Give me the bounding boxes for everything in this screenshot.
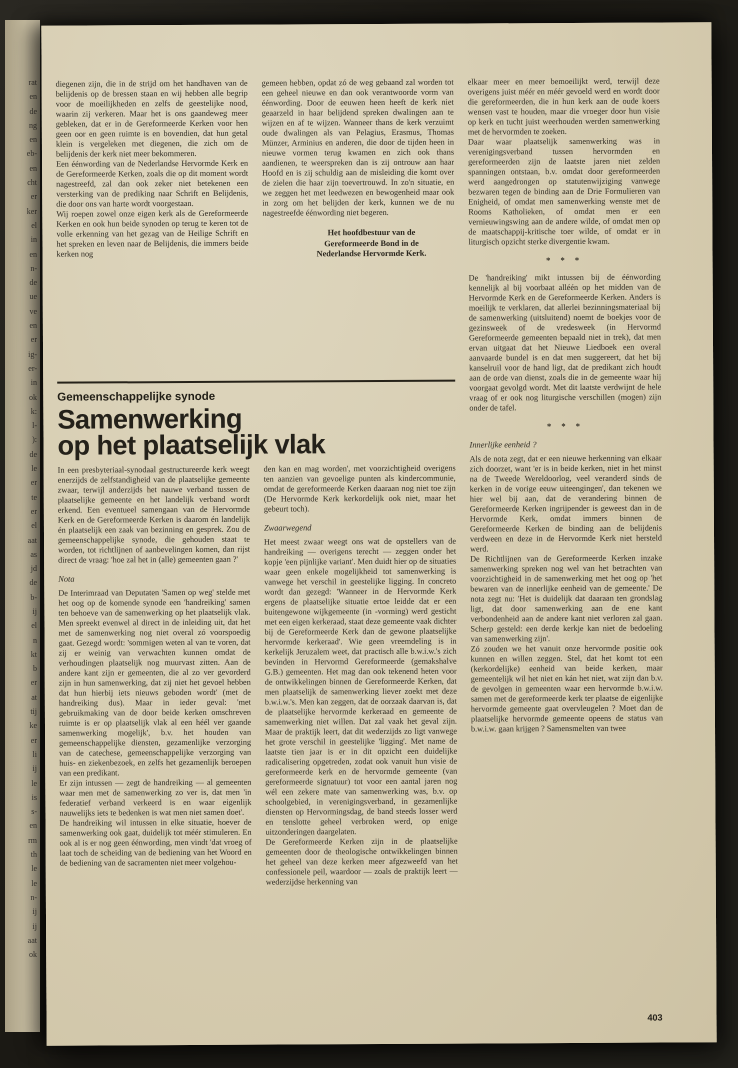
article-column-1: [58, 465, 253, 1012]
edge-fragment: de: [29, 578, 37, 588]
paragraph: Er zijn intussen — zegt de handreiking — al gemeenten waar men met de samenwerking zo ver is, dat men 'in federatief verband verkeerd is en waar eigenlijk nauwelijks iets te bedenken is wat men niet samen doet'.: [59, 777, 252, 818]
paragraph: De Richtlijnen van de Gereformeerde Kerken inzake samenwerking spreken nog wel van het betrachten van voorzichtigheid in de samenwerking met het oog op 'het bewaren van de innerlijke eenheid van de gemeente.' De nota zegt nu: 'Het is duidelijk dat daaraan ten grondslag ligt, dat door samenwerking aan de ene kant verbondenheid aan de andere kant niet verloren zal gaan. Scherp gesteld: een derde kerkje kan niet de bedoeling van samenwerking zijn'.: [470, 553, 663, 644]
sub-heading: Innerlijke eenheid ?: [469, 440, 537, 450]
paragraph: De handreiking wil intussen in elke situatie, hoever de samenwerking ook gaat, duidelijk tot méér stimuleren. En ook al is er nog geen éénwording, men vindt 'dat vroeg of laat toch de scheiding van de bediening van het Woord en de bediening van de sacramenten niet meer volgehou-: [59, 817, 252, 868]
edge-fragment: ok: [29, 392, 37, 402]
paragraph: Het meest zwaar weegt ons wat de opstellers van de handreiking — overigens terecht — zeggen onder het kopje 'een pijnlijke variant'. Men duidt hier op de situaties waar geen enkele mogelijkheid tot samenwerking is vanwege het verschil in geestelijke ligging. In concreto wordt dan gezegd: 'Wanneer in de Hervormde Kerk ergens de plaatselijke situatie ertoe leidde dat er een buitengewone wijkgemeente (in -vorming) werd gesticht met een eigen kerkeraad, staat deze gemeente vaak dichter bij de Gereformeerde Kerk dan de gewone plaatselijke hervormde kerkeraad'. Wie geen vreemdeling is in kerkelijk Jeruzalem weet, dat practisch alle b.w.i.w.'s zich bevinden in Hervormd Gereformeerde (gemakshalve G.B.) gemeenten. Het mag dan ook tekenend heten voor de ontwikkelingen binnen de Gereformeerde Kerken, dat men plaatselijk de samenwerking liever zoekt met deze b.w.i.w.'s. Men kan zeggen, dat de oorzaak daarvan is, dat de plaatselijke hervormde kerkeraad en gemeente de samenwerking niet willen. Dat zal vaak het geval zijn. Maar de praktijk leert, dat dit wederzijds zo ligt vanwege het grote verschil in geestelijke 'ligging'. Met name de laatste tien jaar is er in dit opzicht een duidelijke radicalisering opgetreden, zodat ook vanuit hun visie de gereformeerde kerk en de hervormde gemeente (van gereformeerde signatuur) tot voor een aantal jaren nog wél een zekere mate van samenwerking was, b.v. op schoolgebied, in verenigingsverband, in gezamenlijke diensten op Hervormingsdag, de band steeds losser werd en tenslotte geheel verbroken werd, op enige uitzonderingen daargelaten.: [264, 536, 458, 837]
edge-fragment: en: [29, 249, 37, 259]
page-number: 403: [647, 1012, 663, 1023]
edge-fragment: el: [31, 220, 37, 230]
section-separator: * * *: [546, 254, 584, 266]
edge-fragment: er-: [28, 363, 37, 373]
article-title-line-2: op het plaatselijk vlak: [57, 429, 326, 461]
edge-fragment: ve: [29, 306, 37, 316]
edge-fragment: ):: [32, 435, 37, 445]
signature-block: [262, 228, 454, 261]
article-heading: [57, 380, 455, 466]
edge-fragment: as: [30, 549, 37, 559]
edge-fragment: ij: [32, 764, 37, 774]
signature-line: Gereformeerde Bond in de: [324, 238, 419, 248]
column-top-left: [56, 79, 250, 380]
edge-fragment: b: [33, 664, 37, 674]
edge-fragment: in: [30, 378, 37, 388]
edge-fragment: at: [31, 692, 37, 702]
edge-fragment: el: [31, 621, 37, 631]
edge-fragment-column: [5, 20, 40, 962]
edge-fragment: ij: [32, 921, 37, 931]
facing-page-edge: [5, 20, 40, 1032]
edge-fragment: eb-: [26, 149, 37, 159]
edge-fragment: aat: [27, 935, 37, 945]
paragraph: elkaar meer en meer bemoeilijkt werd, terwijl deze overigens juist méér en méér gevoeld werd en wordt door die gereformeerden, die in hun kerk aan de oude koers wensen vast te houden, maar die vroeger door hun visie op kerk en tucht juist weerhouden werden samenwerking met de hervormden te zoeken.: [467, 76, 660, 137]
edge-fragment: s-: [31, 807, 37, 817]
edge-fragment: le: [31, 464, 37, 474]
edge-fragment: is: [31, 792, 37, 802]
sub-heading: Nota: [58, 574, 75, 584]
edge-fragment: de: [29, 449, 37, 459]
edge-fragment: te: [31, 492, 37, 502]
edge-fragment: le: [31, 878, 37, 888]
section-separator: * * *: [546, 420, 584, 432]
edge-fragment: th: [30, 850, 37, 860]
edge-fragment: cht: [27, 178, 37, 188]
edge-fragment: b-: [30, 592, 37, 602]
paragraph: Zó zouden we het vanuit onze hervormde positie ook kunnen en willen zeggen. Stel, dat het komt tot een (kerkordelijke) eenheid van beide kerken, maar gemeentelijk wil het niet en kán het niet, wat zijn dan b.v. de gevolgen in gemeenten waar een hervormde b.w.i.w. samen met de gereformeerde kerk ter plaatse de eigenlijke hervormde gemeente gaat overvleugelen ? Moet dan de plaatselijke hervormde gemeente opeens de status van b.w.i.w. gaan krijgen ? Samensmelten van twee: [470, 643, 663, 734]
edge-fragment: ng: [29, 120, 37, 130]
edge-fragment: ig-: [28, 349, 37, 359]
edge-fragment: rm: [28, 835, 37, 845]
edge-fragment: le: [31, 778, 37, 788]
edge-fragment: ok: [29, 950, 37, 960]
page-content: [56, 77, 665, 1012]
paragraph: Daar waar plaatselijk samenwerking was in verenigingsverband tussen hervormden en gereformeerden zijn de laatste jaren niet zelden spanningen ontstaan, b.v. omdat door gereformeerden werd aangedrongen op statutenwijziging vanwege bezwaren tegen de binding aan de Drie Formulieren van Enigheid, of omdat men samenwerking wenste met de Rooms Katholieken, of omdat men er een vernieuwingswing aan de andere wilde, of omdat men op de maatschappij-kritische toer wilde, of omdat er in liturgisch opzicht sterke divergentie kwam.: [467, 136, 661, 247]
paragraph: Een éénwording van de Nederlandse Hervormde Kerk en de Gereformeerde Kerken, zoals die op dit moment wordt nagestreefd, zal dan ook zeker niet betekenen een versterking van de prediking naar Schrift en Belijdenis, die door ons van harte wordt voorgestaan.: [56, 158, 249, 209]
paragraph: Wij roepen zowel onze eigen kerk als de Gereformeerde Kerken en ook hun beide synoden op terug te keren tot de volle erkenning van het gezag van de Heilige Schrift en het spreken en leven naar de Belijdenis, die immers beide kerken nog: [56, 208, 249, 259]
edge-fragment: le: [31, 864, 37, 874]
edge-fragment: l-: [32, 421, 37, 431]
column-right: [468, 77, 665, 1010]
edge-fragment: er: [30, 192, 37, 202]
paragraph: In een presbyteriaal-synodaal gestructureerde kerk weegt enerzijds de zelfstandigheid van de plaatselijke gemeente zwaar, terwijl anderzijds het nauwe verband tussen de plaatselijke gemeente en het landelijk verband wordt erkend. Een eventueel samengaan van de Hervormde Kerk en de Gereformeerde Kerken is daarom én landelijk én plaatselijk een zaak van bezinning en gesprek. Zou de gemeenschappelijke synode, die gehouden staat te worden, tot richtlijnen of aanbevelingen komen, dan rijst direct de vraag: 'hoe zal het in (alle) gemeenten gaan ?': [57, 464, 251, 565]
edge-fragment: el: [31, 521, 37, 531]
scanned-page: [41, 22, 716, 1045]
edge-fragment: in: [30, 235, 37, 245]
edge-fragment: kt: [30, 649, 37, 659]
edge-fragment: en: [29, 135, 37, 145]
article-title-line-1: Samenwerking: [57, 403, 243, 435]
article-kicker: Gemeenschappelijke synode: [57, 390, 216, 404]
edge-fragment: n-: [30, 263, 37, 273]
edge-fragment: er: [30, 478, 37, 488]
edge-fragment: en: [29, 163, 37, 173]
paragraph: Als de nota zegt, dat er een nieuwe herkenning van elkaar zich doorzet, want 'er is in beide kerken, niet in het minst na de Tweede Wereldoorlog, veel veranderd sinds de kerken in de vorige eeuw uiteengingen', dan tekenen we hier wel bij aan, dat de verandering binnen de Gereformeerde Kerken ingrijpender is geweest dan in de Hervormde Kerk, omdat immers binnen de Gereformeerde Kerken de binding aan de belijdenis verdween en deze in de Hervormde Kerk niet hersteld werd.: [469, 453, 663, 554]
paragraph: den kan en mag worden', met voorzichtigheid overigens ten aanzien van gevoelige punten als kindercommunie, omdat de gereformeerde Kerken daaraan nog niet toe zijn (De Hervormde Kerk kerkordelijk ook niet, maar het gebeurt toch).: [263, 463, 456, 514]
edge-fragment: de: [29, 278, 37, 288]
edge-fragment: ke: [29, 721, 37, 731]
edge-fragment: en: [29, 321, 37, 331]
edge-fragment: er: [30, 735, 37, 745]
edge-fragment: er: [30, 506, 37, 516]
paragraph: De 'handreiking' mikt intussen bij de éénwording kennelijk al bij voorbaat alléén op het midden van de Hervormde Kerk en de Gereformeerde Kerken. Anders is moeilijk te verklaren, dat allerlei bezinningsmateriaal bij de samenwerking (uitsluitend) noemt de boekjes voor de gezinsweek of de vredesweek (in Hervormd Gereformeerde gemeenten bepaald niet in trek), dat men ervan uitgaat dat het Nieuwe Liedboek een overal aanvaarde bundel is en dat men suggereert, dat het bij kanselruil voor de hand ligt, dat de predikant zich houdt aan de orde van dienst, zoals die in de gemeente waar hij voorgaat gevolgd wordt. Met dit laatste verdwijnt de hele vraag of er ook nog liturgische verschillen (mogen) zijn onder de tafel.: [468, 272, 662, 413]
signature-line: Het hoofdbestuur van de: [327, 227, 416, 238]
edge-fragment: n-: [30, 892, 37, 902]
top-middle-text: [262, 78, 455, 219]
edge-fragment: er: [30, 678, 37, 688]
paragraph: De Interimraad van Deputaten 'Samen op weg' stelde met het oog op de komende synode een 'handreiking' samen ten behoeve van de samenwerking op het plaatselijk vlak. Men spreekt evenwel al direct in de inleiding uit, dat het met de samenwerking nog niet overal zó voorspoedig gaat. Gezegd wordt: 'sommigen weten al van te voren, dat zij er weinig van verwachten kunnen omdat de verhoudingen plaatselijk nog muurvast zitten. Aan de andere kant zijn er gemeenten, die al zo ver gevorderd zijn in hun samenwerking, dat zij niet het gevoel hebben dat hun hierbij iets nieuws geboden wordt' (met de handreiking dus). Maar in ieder geval: 'met gebruikmaking van de door beide kerken omschreven ruimte is er op plaatselijk vlak al een héél ver gaande samenwerking mogelijk', b.v. het houden van gemeenschappelijke diensten, gezamenlijke verzorging van de catechese, gemeenschappelijke verzorging van huis- en ziekenbezoek, en zelfs het gezamenlijk beroepen van een predikant.: [58, 587, 252, 778]
sub-heading: Zwaarwegend: [263, 523, 312, 533]
paragraph: gemeen hebben, opdat zó de weg gebaand zal worden tot een geheel nieuwe en dan ook verantwoorde vorm van éénwording. Door de eeuwen heen heeft de kerk niet geaarzeld in haar belijdend spreken dwalingen aan te wijzen en af te wijzen. Wanneer thans de kerk verzuimt oude dwalingen als van Pelagius, Erasmus, Thomas Münzer, Arminius en anderen, die door de tijden heen in nieuwe vormen terug kwamen en zich ook thans aandienen, te weerspreken dan is zij ontrouw aan haar Hoofd en is zij schuldig aan de misleiding die komt over de zielen die haar zijn toevertrouwd. In zo'n situatie, en we zeggen het met leedwezen en bewogenheid maar ook in zorg om het belijden der kerk, kunnen we de nu nagestreefde éénwording niet begeren.: [261, 77, 455, 218]
column-top-middle: [262, 78, 456, 379]
edge-fragment: de: [29, 106, 37, 116]
article-column-2: [264, 464, 459, 1011]
edge-fragment: aat: [27, 535, 37, 545]
edge-fragment: ij: [32, 907, 37, 917]
edge-fragment: en: [29, 821, 37, 831]
edge-fragment: ue: [29, 292, 37, 302]
edge-fragment: li: [32, 749, 37, 759]
paragraph: diegenen zijn, die in de strijd om het handhaven van de belijdenis op de bressen staan en wij hebben alle begrip voor de moeilijkheden en zelfs de geestelijke nood, waarin zij verkeren. Maar het is ons gaandeweg meer gebleken, dat er in de Gereformeerde Kerken voor hen geen oor en geen ruimte is en bovendien, dat hun getal klein is vergeleken met diegenen, die zich om de belijdenis der kerk niet meer bekommeren.: [55, 78, 248, 159]
edge-fragment: er: [30, 335, 37, 345]
signature-line: Nederlandse Hervormde Kerk.: [316, 248, 427, 259]
edge-fragment: en: [29, 92, 37, 102]
edge-fragment: rat: [28, 78, 37, 87]
edge-fragment: k:: [30, 406, 37, 416]
edge-fragment: ij: [32, 606, 37, 616]
edge-fragment: ker: [26, 206, 37, 216]
edge-fragment: jd: [30, 564, 37, 574]
paragraph: De Gereformeerde Kerken zijn in de plaatselijke gemeenten door de theologische ontwikkelingen binnen het geheel van deze kerken meer afgezweefd van het confessionele peil, waardoor — zoals de praktijk leert — wederzijdse herkenning van: [265, 836, 458, 887]
edge-fragment: tij: [30, 707, 37, 717]
edge-fragment: n: [33, 635, 37, 645]
